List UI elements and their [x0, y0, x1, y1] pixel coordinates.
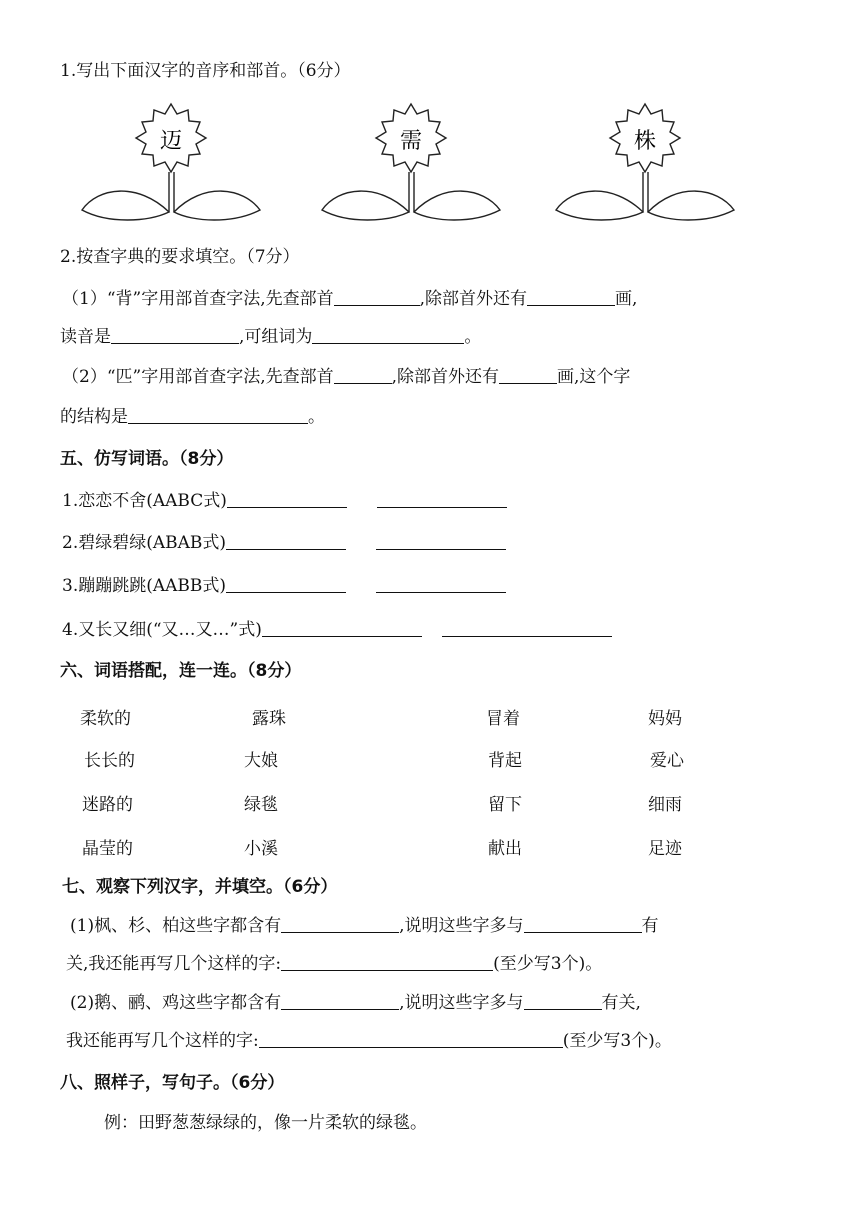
- q2-part1-line2: [60, 326, 481, 348]
- s5-item-4: [62, 619, 612, 641]
- q2-p1-text-a: （1）“背”字用部首查字法,先查部首: [62, 289, 334, 309]
- q2-p1-text-c: 画,: [615, 289, 638, 309]
- answer-blank[interactable]: [334, 367, 392, 384]
- flower-char-2: 需: [399, 129, 423, 154]
- q2-part2-line2: [60, 406, 325, 428]
- s7-text: (至少写3个)。: [493, 954, 603, 974]
- s7-line-2: [66, 953, 602, 975]
- s6-col3-word[interactable]: 献出: [488, 839, 522, 859]
- s6-col1-word[interactable]: 晶莹的: [82, 839, 133, 859]
- s7-text: (至少写3个)。: [562, 1031, 672, 1051]
- section8-title: 八、照样子，写句子。（6分）: [60, 1073, 285, 1093]
- flower-diagram-2: [318, 102, 508, 232]
- s6-col4-word[interactable]: 爱心: [650, 751, 684, 771]
- q2-p1-text-b: ,除部首外还有: [419, 289, 528, 309]
- s6-col2-word[interactable]: 大娘: [244, 751, 278, 771]
- answer-blank[interactable]: [499, 367, 557, 384]
- answer-blank[interactable]: [262, 620, 422, 637]
- answer-blank[interactable]: [226, 576, 346, 593]
- q2-p1-text-d: 读音是: [60, 327, 111, 347]
- answer-blank[interactable]: [524, 993, 602, 1010]
- s5-item-label: 1.恋恋不舍(AABC式): [62, 491, 227, 511]
- s7-text: 我还能再写几个这样的字:: [66, 1031, 259, 1051]
- s6-col4-word[interactable]: 足迹: [648, 839, 682, 859]
- s7-text: ,说明这些字多与: [399, 993, 524, 1013]
- s7-line-1: [70, 915, 659, 937]
- q2-p2-text-e: 。: [308, 407, 325, 427]
- answer-blank[interactable]: [527, 289, 615, 306]
- answer-blank[interactable]: [281, 993, 399, 1010]
- answer-blank[interactable]: [376, 533, 506, 550]
- answer-blank[interactable]: [281, 916, 399, 933]
- answer-blank[interactable]: [259, 1031, 563, 1048]
- answer-blank[interactable]: [111, 327, 239, 344]
- s7-line-4: [66, 1030, 672, 1052]
- s6-col3-word[interactable]: 留下: [488, 795, 522, 815]
- answer-blank[interactable]: [524, 916, 642, 933]
- s5-item-1: [62, 490, 507, 512]
- answer-blank[interactable]: [442, 620, 612, 637]
- answer-blank[interactable]: [281, 954, 493, 971]
- answer-blank[interactable]: [334, 289, 420, 306]
- answer-blank[interactable]: [128, 407, 308, 424]
- flower-diagram-3: [552, 102, 742, 232]
- s6-col4-word[interactable]: 妈妈: [648, 709, 682, 729]
- s7-text: 关,我还能再写几个这样的字:: [66, 954, 282, 974]
- s7-text: 有关,: [601, 993, 641, 1013]
- answer-blank[interactable]: [376, 576, 506, 593]
- q2-p1-text-f: 。: [464, 327, 482, 347]
- s6-col3-word[interactable]: 冒着: [486, 709, 520, 729]
- s6-col1-word[interactable]: 柔软的: [80, 709, 131, 729]
- s5-item-2: [62, 532, 506, 554]
- answer-blank[interactable]: [227, 491, 347, 508]
- section5-title: 五、仿写词语。（8分）: [60, 449, 234, 469]
- s7-text: (2)鹅、鹂、鸡这些字都含有: [70, 993, 282, 1013]
- q2-part1-line1: [62, 288, 637, 310]
- q2-title: 2.按查字典的要求填空。（7分）: [60, 247, 300, 267]
- answer-blank[interactable]: [226, 533, 346, 550]
- q2-p1-text-e: ,可组词为: [239, 327, 313, 347]
- flower-diagram-1: [78, 102, 268, 232]
- s6-col4-word[interactable]: 细雨: [648, 795, 682, 815]
- s7-text: ,说明这些字多与: [399, 916, 524, 936]
- section7-title: 七、观察下列汉字，并填空。（6分）: [62, 877, 338, 897]
- section6-title: 六、词语搭配，连一连。（8分）: [60, 661, 302, 681]
- q2-p2-text-a: （2）“匹”字用部首查字法,先查部首: [62, 367, 334, 387]
- q2-part2-line1: [62, 366, 630, 388]
- s5-item-label: 4.又长又细(“又…又…”式): [62, 620, 262, 640]
- s7-text: 有: [641, 916, 659, 936]
- s6-col3-word[interactable]: 背起: [488, 751, 522, 771]
- s5-item-3: [62, 575, 506, 597]
- s5-item-label: 2.碧绿碧绿(ABAB式): [62, 533, 227, 553]
- s7-line-3: [70, 992, 641, 1014]
- s6-col2-word[interactable]: 绿毯: [244, 795, 278, 815]
- s8-example: 例：田野葱葱绿绿的，像一片柔软的绿毯。: [104, 1113, 427, 1133]
- answer-blank[interactable]: [312, 327, 464, 344]
- flower-char-3: 株: [633, 129, 657, 154]
- flower-char-1: 迈: [159, 129, 183, 154]
- s6-col2-word[interactable]: 露珠: [252, 709, 286, 729]
- s5-item-label: 3.蹦蹦跳跳(AABB式): [62, 576, 227, 596]
- q2-p2-text-b: ,除部首外还有: [391, 367, 500, 387]
- s6-col1-word[interactable]: 长长的: [84, 751, 135, 771]
- s7-text: (1)枫、杉、柏这些字都含有: [70, 916, 282, 936]
- q1-title: 1.写出下面汉字的音序和部首。（6分）: [60, 61, 351, 81]
- q2-p2-text-c: 画,这个字: [557, 367, 631, 387]
- s6-col1-word[interactable]: 迷路的: [82, 795, 133, 815]
- answer-blank[interactable]: [377, 491, 507, 508]
- s6-col2-word[interactable]: 小溪: [244, 839, 278, 859]
- q2-p2-text-d: 的结构是: [60, 407, 128, 427]
